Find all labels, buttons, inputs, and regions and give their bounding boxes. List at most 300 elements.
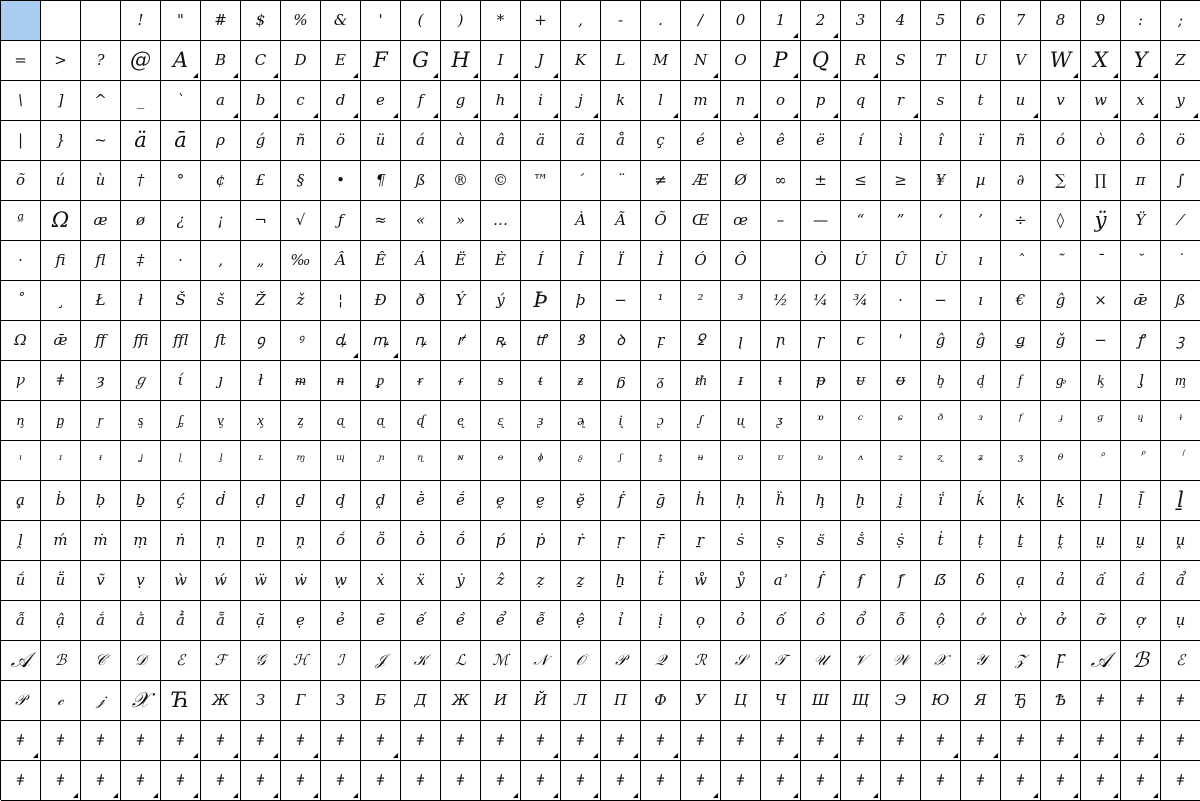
glyph-cell[interactable]: ˆ xyxy=(1001,241,1041,281)
glyph-cell[interactable]: Û xyxy=(881,241,921,281)
glyph-cell[interactable]: ® xyxy=(441,161,481,201)
glyph-cell[interactable]: ¶ xyxy=(361,161,401,201)
glyph-cell[interactable]: V xyxy=(1001,41,1041,81)
glyph-cell[interactable]: Á xyxy=(401,241,441,281)
glyph-cell[interactable]: ƒ xyxy=(321,201,361,241)
glyph-cell[interactable]: ꝴ xyxy=(401,321,441,361)
glyph-cell[interactable]: ǂ xyxy=(881,761,921,801)
glyph-cell[interactable]: á xyxy=(401,121,441,161)
glyph-cell[interactable]: ṍ xyxy=(321,521,361,561)
glyph-cell[interactable]: 𝒸 xyxy=(41,681,81,721)
glyph-cell[interactable]: ᶬ xyxy=(281,441,321,481)
glyph-cell[interactable]: ồ xyxy=(801,601,841,641)
glyph-cell[interactable]: ᶕ xyxy=(561,401,601,441)
glyph-cell[interactable]: Ã xyxy=(601,201,641,241)
glyph-cell[interactable]: ý xyxy=(481,281,521,321)
glyph-cell[interactable]: Ω xyxy=(1,321,41,361)
glyph-cell[interactable]: ȷ xyxy=(201,361,241,401)
glyph-cell[interactable]: ﬀ xyxy=(81,321,121,361)
glyph-cell[interactable]: ị xyxy=(641,601,681,641)
glyph-cell[interactable]: ǂ xyxy=(921,721,961,761)
glyph-cell[interactable]: ﬂ xyxy=(81,241,121,281)
glyph-cell[interactable]: ễ xyxy=(521,601,561,641)
glyph-cell[interactable]: ǂ xyxy=(641,761,681,801)
glyph-cell[interactable]: ǂ xyxy=(601,721,641,761)
glyph-cell[interactable]: ~ xyxy=(81,121,121,161)
glyph-cell[interactable]: ᶹ xyxy=(801,441,841,481)
glyph-cell[interactable]: ö xyxy=(321,121,361,161)
glyph-cell[interactable]: ℱ xyxy=(201,641,241,681)
glyph-cell[interactable]: > xyxy=(41,41,81,81)
glyph-cell[interactable]: ḻ xyxy=(1161,481,1200,521)
glyph-cell[interactable]: ᵯ xyxy=(281,361,321,401)
glyph-cell[interactable]: ẻ xyxy=(321,601,361,641)
glyph-cell[interactable]: 𝒫 xyxy=(601,641,641,681)
glyph-cell[interactable]: ) xyxy=(441,1,481,41)
glyph-cell[interactable]: ộ xyxy=(921,601,961,641)
glyph-cell[interactable]: 𝒳 xyxy=(921,641,961,681)
glyph-cell[interactable]: ṛ xyxy=(601,521,641,561)
glyph-cell[interactable]: ᵽ xyxy=(801,361,841,401)
glyph-cell[interactable]: ᶂ xyxy=(1001,361,1041,401)
glyph-cell[interactable]: | xyxy=(1,121,41,161)
glyph-cell[interactable]: © xyxy=(481,161,521,201)
glyph-cell[interactable]: ˙ xyxy=(1161,241,1200,281)
glyph-cell[interactable]: 𝒢 xyxy=(241,641,281,681)
glyph-cell[interactable]: ² xyxy=(681,281,721,321)
glyph-cell[interactable]: ᶎ xyxy=(281,401,321,441)
glyph-cell[interactable]: ḅ xyxy=(81,481,121,521)
glyph-cell[interactable]: ẗ xyxy=(641,561,681,601)
glyph-cell[interactable]: f xyxy=(401,81,441,121)
glyph-cell[interactable]: ầ xyxy=(1121,561,1161,601)
glyph-cell[interactable]: ǂ xyxy=(1081,681,1121,721)
glyph-cell[interactable]: ᶌ xyxy=(201,401,241,441)
glyph-cell[interactable]: l xyxy=(641,81,681,121)
glyph-cell[interactable] xyxy=(1121,441,1161,481)
glyph-cell[interactable]: ꞇ xyxy=(841,321,881,361)
glyph-cell[interactable]: œ xyxy=(721,201,761,241)
glyph-cell[interactable]: Æ xyxy=(681,161,721,201)
glyph-cell[interactable]: ó xyxy=(1041,121,1081,161)
glyph-cell[interactable]: ṧ xyxy=(841,521,881,561)
glyph-cell[interactable]: ᵻ xyxy=(721,361,761,401)
glyph-cell[interactable] xyxy=(761,241,801,281)
glyph-cell[interactable]: w xyxy=(1081,81,1121,121)
glyph-cell[interactable]: L xyxy=(601,41,641,81)
glyph-cell[interactable]: · xyxy=(881,281,921,321)
glyph-cell[interactable]: ǂ xyxy=(521,721,561,761)
glyph-cell[interactable]: ḉ xyxy=(161,481,201,521)
glyph-cell[interactable]: $ xyxy=(241,1,281,41)
glyph-cell[interactable]: Щ xyxy=(841,681,881,721)
glyph-cell[interactable]: ǂ xyxy=(681,721,721,761)
glyph-cell[interactable]: g xyxy=(441,81,481,121)
glyph-cell[interactable]: ẳ xyxy=(161,601,201,641)
glyph-cell[interactable]: ß xyxy=(401,161,441,201)
glyph-cell[interactable]: ỗ xyxy=(881,601,921,641)
glyph-cell[interactable]: â xyxy=(481,121,521,161)
glyph-cell[interactable]: ǂ xyxy=(201,721,241,761)
glyph-cell[interactable]: ệ xyxy=(561,601,601,641)
glyph-cell[interactable]: } xyxy=(41,121,81,161)
glyph-cell[interactable]: ꝷ xyxy=(521,321,561,361)
glyph-cell[interactable]: ẽ xyxy=(361,601,401,641)
glyph-cell[interactable]: ⁄ xyxy=(1161,201,1200,241)
glyph-cell[interactable]: — xyxy=(801,201,841,241)
glyph-cell[interactable]: Ћ xyxy=(161,681,201,721)
glyph-cell[interactable]: ᶣ xyxy=(1121,401,1161,441)
glyph-cell[interactable]: ḛ xyxy=(521,481,561,521)
glyph-cell[interactable]: ā xyxy=(161,121,201,161)
glyph-cell[interactable]: v xyxy=(1041,81,1081,121)
glyph-cell[interactable]: ᶐ xyxy=(361,401,401,441)
glyph-cell[interactable]: Î xyxy=(561,241,601,281)
glyph-cell[interactable]: ¿ xyxy=(161,201,201,241)
glyph-cell[interactable]: ḝ xyxy=(561,481,601,521)
glyph-cell[interactable]: D xyxy=(281,41,321,81)
glyph-cell[interactable]: ẘ xyxy=(681,561,721,601)
glyph-cell[interactable]: – xyxy=(761,201,801,241)
glyph-cell[interactable]: З xyxy=(321,681,361,721)
glyph-cell[interactable]: ï xyxy=(961,121,1001,161)
glyph-cell[interactable]: Ó xyxy=(681,241,721,281)
glyph-cell[interactable]: 𝒜 xyxy=(1,641,41,681)
glyph-cell[interactable]: õ xyxy=(1,161,41,201)
glyph-cell[interactable]: ° xyxy=(161,161,201,201)
glyph-cell[interactable]: ǂ xyxy=(761,761,801,801)
glyph-cell[interactable]: ǂ xyxy=(721,761,761,801)
glyph-cell[interactable]: Â xyxy=(321,241,361,281)
glyph-cell[interactable]: ǂ xyxy=(1081,761,1121,801)
glyph-cell[interactable]: ǂ xyxy=(41,361,81,401)
glyph-cell[interactable]: À xyxy=(561,201,601,241)
glyph-cell[interactable]: ᶘ xyxy=(681,401,721,441)
glyph-cell[interactable]: Þ xyxy=(521,281,561,321)
glyph-cell[interactable]: ᶻ xyxy=(881,441,921,481)
glyph-cell[interactable]: ᶑ xyxy=(401,401,441,441)
glyph-cell[interactable]: ê xyxy=(761,121,801,161)
glyph-cell[interactable] xyxy=(41,1,81,41)
glyph-cell[interactable]: ł xyxy=(121,281,161,321)
glyph-cell[interactable]: Ê xyxy=(361,241,401,281)
glyph-cell[interactable]: ṅ xyxy=(161,521,201,561)
glyph-cell[interactable]: ǣ xyxy=(1121,281,1161,321)
glyph-cell[interactable]: 𝒿 xyxy=(81,681,121,721)
glyph-cell[interactable]: ” xyxy=(881,201,921,241)
glyph-cell[interactable]: ṩ xyxy=(881,521,921,561)
glyph-cell[interactable]: ḡ xyxy=(641,481,681,521)
glyph-cell[interactable]: ∂ xyxy=(1001,161,1041,201)
glyph-cell[interactable]: π xyxy=(1121,161,1161,201)
glyph-cell[interactable]: ǂ xyxy=(681,761,721,801)
glyph-cell[interactable]: d xyxy=(321,81,361,121)
glyph-cell[interactable]: ế xyxy=(401,601,441,641)
glyph-cell[interactable]: m xyxy=(681,81,721,121)
glyph-cell[interactable]: ∑ xyxy=(1041,161,1081,201)
glyph-cell[interactable]: ṟ xyxy=(681,521,721,561)
glyph-cell[interactable]: þ xyxy=(561,281,601,321)
glyph-cell[interactable]: ä xyxy=(521,121,561,161)
glyph-cell[interactable]: ḷ xyxy=(1081,481,1121,521)
glyph-cell[interactable]: ¸ xyxy=(41,281,81,321)
glyph-cell[interactable]: ≠ xyxy=(641,161,681,201)
glyph-cell[interactable]: × xyxy=(1081,281,1121,321)
glyph-cell[interactable]: ô xyxy=(1121,121,1161,161)
glyph-cell[interactable]: ì xyxy=(881,121,921,161)
glyph-cell[interactable]: ẙ xyxy=(721,561,761,601)
glyph-cell[interactable]: ᶠ xyxy=(1001,401,1041,441)
glyph-cell[interactable]: ṭ xyxy=(961,521,1001,561)
glyph-cell[interactable]: − xyxy=(1081,321,1121,361)
glyph-cell[interactable]: ﬅ xyxy=(201,321,241,361)
glyph-cell[interactable]: ᶍ xyxy=(241,401,281,441)
glyph-cell[interactable]: ḟ xyxy=(601,481,641,521)
glyph-cell[interactable]: ǂ xyxy=(601,761,641,801)
glyph-cell[interactable]: æ xyxy=(81,201,121,241)
glyph-cell[interactable]: ĝ xyxy=(961,321,1001,361)
glyph-cell[interactable]: · xyxy=(161,241,201,281)
glyph-cell[interactable]: x xyxy=(1121,81,1161,121)
glyph-cell[interactable]: * xyxy=(481,1,521,41)
glyph-cell[interactable]: r xyxy=(881,81,921,121)
glyph-cell[interactable]: ᶴ xyxy=(601,441,641,481)
glyph-cell[interactable]: ṱ xyxy=(1041,521,1081,561)
glyph-cell[interactable]: ꝫ xyxy=(1161,321,1200,361)
glyph-cell[interactable]: ᵼ xyxy=(761,361,801,401)
glyph-cell[interactable]: ẁ xyxy=(161,561,201,601)
glyph-cell[interactable]: Ꝼ xyxy=(1041,641,1081,681)
glyph-cell[interactable]: ί xyxy=(161,361,201,401)
glyph-cell[interactable]: ꝰ xyxy=(281,321,321,361)
glyph-cell[interactable]: ẚ xyxy=(761,561,801,601)
glyph-cell[interactable]: ᶿ xyxy=(1041,441,1081,481)
glyph-cell[interactable]: + xyxy=(521,1,561,41)
glyph-cell[interactable]: ṝ xyxy=(641,521,681,561)
glyph-cell[interactable]: & xyxy=(321,1,361,41)
glyph-cell[interactable]: ø xyxy=(121,201,161,241)
glyph-cell[interactable]: ấ xyxy=(1081,561,1121,601)
glyph-cell[interactable]: ł xyxy=(241,361,281,401)
glyph-cell[interactable]: ö xyxy=(1161,121,1200,161)
glyph-cell[interactable]: å xyxy=(601,121,641,161)
glyph-cell[interactable]: H xyxy=(441,41,481,81)
glyph-cell[interactable]: Ò xyxy=(801,241,841,281)
glyph-cell[interactable]: ˜ xyxy=(1041,241,1081,281)
glyph-cell[interactable]: X xyxy=(1081,41,1121,81)
glyph-cell[interactable]: 9 xyxy=(1081,1,1121,41)
glyph-cell[interactable]: ` xyxy=(161,81,201,121)
glyph-cell[interactable]: ᶔ xyxy=(521,401,561,441)
glyph-cell[interactable]: “ xyxy=(841,201,881,241)
glyph-cell[interactable]: ᶗ xyxy=(641,401,681,441)
glyph-cell[interactable]: b xyxy=(241,81,281,121)
glyph-cell[interactable]: ḣ xyxy=(681,481,721,521)
glyph-cell[interactable]: e xyxy=(361,81,401,121)
glyph-cell[interactable]: ℰ xyxy=(1161,641,1200,681)
glyph-cell[interactable]: Š xyxy=(161,281,201,321)
glyph-cell[interactable]: Ф xyxy=(641,681,681,721)
glyph-cell[interactable]: 0 xyxy=(721,1,761,41)
glyph-cell[interactable]: ẖ xyxy=(601,561,641,601)
glyph-cell[interactable]: j xyxy=(561,81,601,121)
glyph-cell[interactable]: ᵶ xyxy=(561,361,601,401)
glyph-cell[interactable]: ᶽ xyxy=(961,441,1001,481)
glyph-cell[interactable]: ᶱ xyxy=(481,441,521,481)
glyph-cell[interactable]: \ xyxy=(1,81,41,121)
glyph-cell[interactable]: ạ xyxy=(1001,561,1041,601)
glyph-cell[interactable]: ǂ xyxy=(1001,761,1041,801)
glyph-cell[interactable]: ḑ xyxy=(321,481,361,521)
glyph-cell[interactable]: 𝒫 xyxy=(1,681,41,721)
glyph-cell[interactable]: ᶨ xyxy=(121,441,161,481)
glyph-cell[interactable]: ᵹ xyxy=(641,361,681,401)
glyph-cell[interactable]: ặ xyxy=(241,601,281,641)
glyph-cell[interactable]: . xyxy=(641,1,681,41)
glyph-cell[interactable]: ᶺ xyxy=(841,441,881,481)
glyph-cell[interactable]: ẛ xyxy=(801,561,841,601)
glyph-cell[interactable]: ᶤ xyxy=(1161,401,1200,441)
glyph-cell[interactable]: ḍ xyxy=(241,481,281,521)
glyph-cell[interactable]: È xyxy=(481,241,521,281)
glyph-cell[interactable]: 𝒦 xyxy=(401,641,441,681)
glyph-cell[interactable]: ǂ xyxy=(1161,681,1200,721)
glyph-cell[interactable]: s xyxy=(921,81,961,121)
glyph-cell[interactable]: ᶇ xyxy=(1,401,41,441)
glyph-cell[interactable]: 𝒟 xyxy=(121,641,161,681)
glyph-cell[interactable]: a xyxy=(201,81,241,121)
glyph-cell[interactable]: ᶳ xyxy=(561,441,601,481)
glyph-cell[interactable]: ᵵ xyxy=(521,361,561,401)
glyph-cell[interactable]: Д xyxy=(401,681,441,721)
glyph-cell[interactable]: ᵳ xyxy=(441,361,481,401)
glyph-cell[interactable]: U xyxy=(961,41,1001,81)
glyph-cell[interactable]: ˚ xyxy=(1,281,41,321)
glyph-cell[interactable]: ǧ xyxy=(1041,321,1081,361)
glyph-cell[interactable]: ≤ xyxy=(841,161,881,201)
glyph-cell[interactable]: Ю xyxy=(921,681,961,721)
glyph-cell[interactable] xyxy=(1,1,41,41)
glyph-cell[interactable]: I xyxy=(481,41,521,81)
glyph-cell[interactable]: ˘ xyxy=(1121,241,1161,281)
glyph-cell[interactable]: » xyxy=(441,201,481,241)
glyph-cell[interactable]: ñ xyxy=(281,121,321,161)
glyph-cell[interactable]: Ì xyxy=(641,241,681,281)
glyph-cell[interactable]: ᶫ xyxy=(241,441,281,481)
glyph-cell[interactable]: µ xyxy=(961,161,1001,201)
glyph-cell[interactable]: ḭ xyxy=(881,481,921,521)
glyph-cell[interactable]: 𝒰 xyxy=(801,641,841,681)
glyph-cell[interactable]: F xyxy=(361,41,401,81)
glyph-cell[interactable]: š xyxy=(201,281,241,321)
glyph-cell[interactable]: ᶖ xyxy=(601,401,641,441)
glyph-cell[interactable]: Õ xyxy=(641,201,681,241)
glyph-cell[interactable]: ¥ xyxy=(921,161,961,201)
glyph-cell[interactable]: ¯ xyxy=(1081,241,1121,281)
glyph-cell[interactable]: ᶵ xyxy=(641,441,681,481)
glyph-cell[interactable]: 𝒲 xyxy=(881,641,921,681)
glyph-cell[interactable]: ð xyxy=(401,281,441,321)
glyph-cell[interactable]: ǂ xyxy=(1161,721,1200,761)
glyph-cell[interactable]: ù xyxy=(81,161,121,201)
glyph-cell[interactable] xyxy=(81,1,121,41)
glyph-cell[interactable]: ü xyxy=(361,121,401,161)
glyph-cell[interactable]: ỡ xyxy=(1081,601,1121,641)
glyph-cell[interactable]: € xyxy=(1001,281,1041,321)
glyph-cell[interactable]: ǣ xyxy=(41,321,81,361)
glyph-cell[interactable]: ṕ xyxy=(481,521,521,561)
glyph-cell[interactable]: √ xyxy=(281,201,321,241)
glyph-cell[interactable]: ᵲ xyxy=(401,361,441,401)
glyph-cell[interactable]: ‰ xyxy=(281,241,321,281)
glyph-cell[interactable]: ᶷ xyxy=(721,441,761,481)
glyph-cell[interactable]: ᶶ xyxy=(681,441,721,481)
glyph-cell[interactable]: ] xyxy=(41,81,81,121)
glyph-cell[interactable]: ḯ xyxy=(921,481,961,521)
glyph-cell[interactable]: ḏ xyxy=(281,481,321,521)
glyph-cell[interactable]: 𝒯 xyxy=(761,641,801,681)
glyph-cell[interactable]: ℊ xyxy=(121,361,161,401)
glyph-cell[interactable]: é xyxy=(681,121,721,161)
glyph-cell[interactable]: ꝱ xyxy=(321,321,361,361)
glyph-cell[interactable]: ǂ xyxy=(361,721,401,761)
glyph-cell[interactable]: 𝒜 xyxy=(1081,641,1121,681)
glyph-cell[interactable]: ᶄ xyxy=(1081,361,1121,401)
glyph-cell[interactable]: ḓ xyxy=(361,481,401,521)
glyph-cell[interactable]: ᶼ xyxy=(921,441,961,481)
glyph-cell[interactable]: ÷ xyxy=(1001,201,1041,241)
glyph-cell[interactable]: ṃ xyxy=(121,521,161,561)
glyph-cell[interactable]: ằ xyxy=(121,601,161,641)
glyph-cell[interactable]: ợ xyxy=(1121,601,1161,641)
glyph-cell[interactable]: £ xyxy=(241,161,281,201)
glyph-cell[interactable]: ẞ xyxy=(921,561,961,601)
glyph-cell[interactable]: ḇ xyxy=(121,481,161,521)
glyph-cell[interactable]: ú xyxy=(41,161,81,201)
glyph-cell[interactable]: ë xyxy=(801,121,841,161)
glyph-cell[interactable]: ṙ xyxy=(561,521,601,561)
glyph-cell[interactable]: ṑ xyxy=(401,521,441,561)
glyph-cell[interactable]: % xyxy=(281,1,321,41)
glyph-cell[interactable]: − xyxy=(921,281,961,321)
glyph-cell[interactable]: J xyxy=(521,41,561,81)
glyph-cell[interactable]: N xyxy=(681,41,721,81)
glyph-cell[interactable]: Ж xyxy=(201,681,241,721)
glyph-cell[interactable]: ¨ xyxy=(601,161,641,201)
glyph-cell[interactable]: ṉ xyxy=(241,521,281,561)
glyph-cell[interactable]: k xyxy=(601,81,641,121)
glyph-cell[interactable]: ụ xyxy=(1161,601,1200,641)
glyph-cell[interactable]: ℋ xyxy=(281,641,321,681)
glyph-cell[interactable]: ẅ xyxy=(241,561,281,601)
glyph-cell[interactable]: ℬ xyxy=(41,641,81,681)
glyph-cell[interactable]: 4 xyxy=(881,1,921,41)
glyph-cell[interactable]: ᶪ xyxy=(201,441,241,481)
glyph-cell[interactable]: Ш xyxy=(801,681,841,721)
glyph-cell[interactable]: ǂ xyxy=(401,761,441,801)
glyph-cell[interactable]: ẫ xyxy=(1,601,41,641)
glyph-cell[interactable]: ᶒ xyxy=(441,401,481,441)
glyph-cell[interactable]: ǂ xyxy=(41,721,81,761)
glyph-cell[interactable]: Ÿ xyxy=(1121,201,1161,241)
glyph-cell[interactable]: Q xyxy=(801,41,841,81)
glyph-cell[interactable]: ᵱ xyxy=(361,361,401,401)
glyph-cell[interactable]: ∫ xyxy=(1161,161,1200,201)
glyph-cell[interactable]: ꝿ xyxy=(681,321,721,361)
glyph-cell[interactable]: Ù xyxy=(921,241,961,281)
glyph-cell[interactable]: ḿ xyxy=(41,521,81,561)
glyph-cell[interactable]: ᵷ xyxy=(601,361,641,401)
